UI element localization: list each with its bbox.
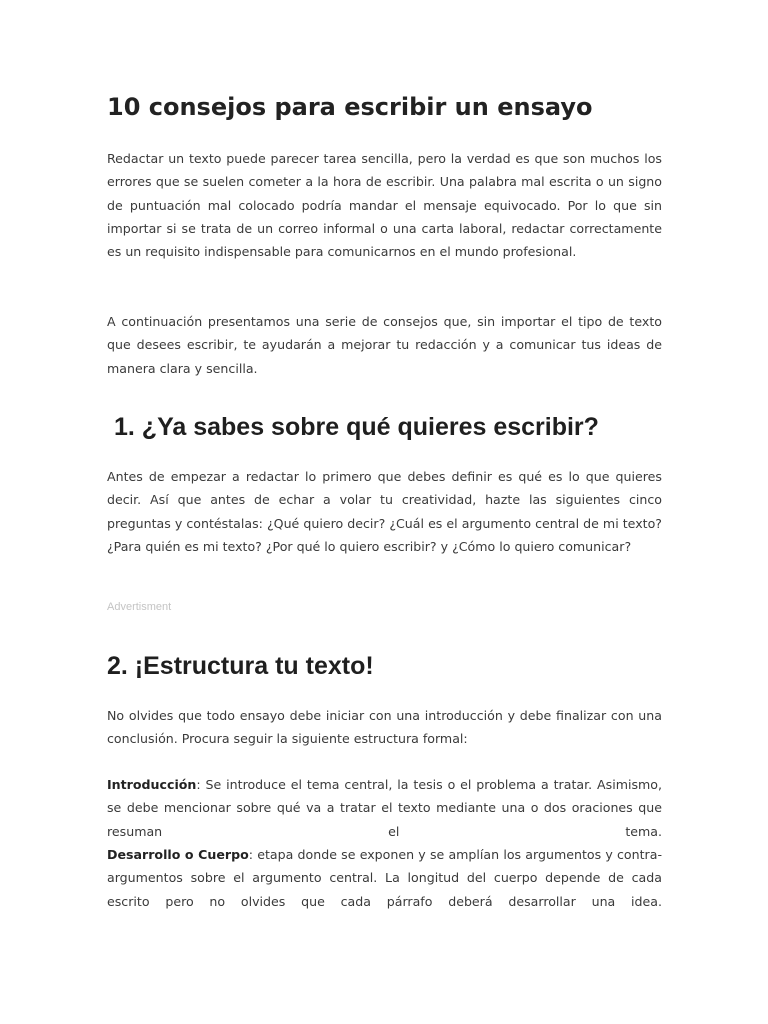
article-title: 10 consejos para escribir un ensayo	[107, 93, 593, 121]
section-paragraph: Antes de empezar a redactar lo primero que debes definir es qué es lo que quieres decir. Así que antes de echar a volar tu creatividad, hazte las siguientes cinco preguntas y contéstalas: ¿Qué quiero decir? ¿Cuál es el argumento central de mi texto? ¿Para quién es mi texto? ¿Por qué lo quiero escribir? y ¿Cómo lo quiero comunicar?	[107, 469, 662, 554]
intro-paragraph: A continuación presentamos una serie de consejos que, sin importar el tipo de texto que desees escribir, te ayudarán a mejorar tu redacción y a comunicar tus ideas de manera clara y sencilla.	[107, 314, 662, 376]
structure-description: : Se introduce el tema central, la tesis o el problema a tratar. Asimismo, se debe mencionar sobre qué va a tratar el texto mediante una o dos oraciones que resuman el tema.	[107, 777, 662, 839]
structure-term: Desarrollo o Cuerpo	[107, 847, 249, 862]
section-heading: 1. ¿Ya sabes sobre qué quieres escribir?	[114, 413, 599, 441]
structure-item	[107, 773, 662, 843]
intro-paragraph: Redactar un texto puede parecer tarea sencilla, pero la verdad es que son muchos los errores que se suelen cometer a la hora de escribir. Una palabra mal escrita o un signo de puntuación mal colocado podría mandar el mensaje equivocado. Por lo que sin importar si se trata de un correo informal o una carta laboral, redactar correctamente es un requisito indispensable para comunicarnos en el mundo profesional.	[107, 151, 662, 260]
structure-description: : etapa donde se exponen y se amplían los argumentos y contra-argumentos sobre el argumento central. La longitud del cuerpo depende de cada escrito pero no olvides que cada párrafo deberá desarrollar una idea.	[107, 847, 662, 909]
section-paragraph: No olvides que todo ensayo debe iniciar con una introducción y debe finalizar con una conclusión. Procura seguir la siguiente estructura formal:	[107, 708, 662, 747]
advertisement-label: Advertisment	[107, 601, 172, 613]
section-heading: 2. ¡Estructura tu texto!	[107, 652, 374, 680]
structure-item	[107, 843, 662, 913]
structure-term: Introducción	[107, 777, 197, 792]
